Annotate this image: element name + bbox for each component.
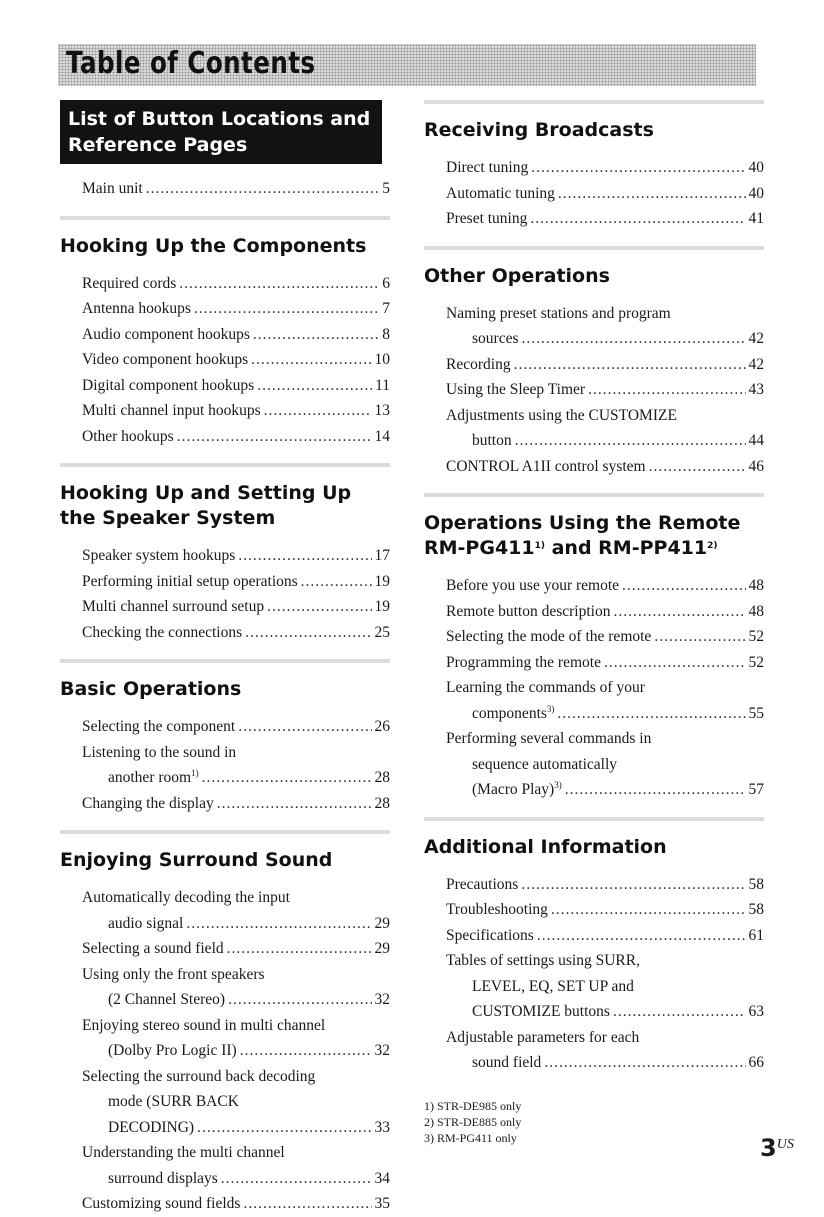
footnote-marker: 3) [554,780,562,790]
entry-page: 42 [748,355,764,373]
entry-text: Learning the commands of your [446,679,645,696]
entry-page: 52 [748,653,764,671]
entry-text: components [472,704,547,722]
entry-text: Multi channel surround setup [82,598,265,615]
entry-page: 66 [748,1054,764,1071]
entry-page: 17 [374,547,390,564]
entry-text: Performing initial setup operations [82,572,298,590]
toc-entry[interactable] [446,599,764,625]
entry-text: Specifications [446,926,534,944]
entry-text: Remote button description [446,602,611,620]
entry-page: 42 [748,330,764,347]
toc-entry[interactable] [82,962,390,1013]
entry-text: another room [108,769,192,786]
toc-entry[interactable] [446,675,764,726]
entry-page: 41 [748,210,764,227]
model-name: and RM-PP411 [545,537,708,559]
section-title [424,511,764,561]
entry-text: Automatically decoding the input [82,889,290,906]
entry-text: Adjustments using the CUSTOMIZE [446,406,677,424]
toc-entry[interactable] [82,373,390,399]
toc-entry[interactable] [82,1191,390,1217]
entry-text: CONTROL A1II control system [446,457,646,475]
entry-page: 19 [374,572,390,590]
toc-entries [60,714,390,816]
entry-text: Selecting the mode of the remote [446,628,652,645]
entry-text: Main unit [82,180,143,197]
footnotes [424,1098,764,1146]
entry-text: Speaker system hookups [82,547,236,564]
entry-text: Selecting a sound field [82,940,224,957]
section-hooking-up-components [60,234,390,450]
entry-page: 40 [748,159,764,176]
page-number-value: 3 [760,1134,777,1162]
entry-text: Customizing sound fields [82,1195,241,1212]
section-title-line: Hooking Up and Setting Up [60,482,352,504]
entry-page: 29 [374,914,390,932]
footnote: 2) STR-DE885 only [424,1114,522,1129]
entry-text: (2 Channel Stereo) [108,991,226,1008]
entry-text: Programming the remote [446,653,601,671]
entry-text: Checking the connections [82,623,243,641]
page-number-suffix: US [776,1137,794,1152]
section-divider [424,100,764,104]
entry-page: 7 [382,300,390,317]
section-title-line: the Speaker System [60,507,276,529]
toc-entry[interactable] [446,573,764,599]
entry-page: 6 [382,274,390,292]
toc-entry[interactable] [446,454,764,480]
entry-text: Naming preset stations and program [446,304,671,322]
toc-entry[interactable] [82,620,390,646]
entry-page: 28 [374,769,390,786]
entry-page: 57 [748,781,764,798]
section-divider [424,817,764,821]
entry-text: Understanding the multi channel [82,1144,285,1161]
toc-entry[interactable] [82,885,390,936]
entry-page: 58 [748,875,764,893]
entry-text: Multi channel input hookups [82,402,261,419]
toc-entry[interactable] [446,897,764,923]
toc-entries [424,573,764,803]
toc-entries [60,176,390,202]
entry-text: Listening to the sound in [82,743,237,761]
footnote-marker: 1) [534,541,545,551]
entry-text: Automatic tuning [446,184,555,202]
toc-entry[interactable] [446,1025,764,1076]
entry-page: 35 [374,1195,390,1212]
title-banner [58,44,756,86]
toc-entry[interactable] [82,347,390,373]
entry-text: surround displays [108,1169,218,1187]
section-title: Other Operations [424,264,610,287]
toc-entry[interactable] [446,726,764,803]
section-surround-sound [60,848,390,1217]
page-number [760,1134,794,1162]
entry-text: Using only the front speakers [82,965,265,983]
entry-page: 29 [374,940,390,957]
page-title: Table of Contents [66,46,316,81]
toc-entries [60,543,390,645]
entry-page: 11 [375,376,390,394]
toc-entry[interactable] [82,740,390,791]
entry-page: 44 [748,432,764,449]
toc-entry[interactable] [446,624,764,650]
entry-page: 58 [748,901,764,918]
entry-page: 28 [374,794,390,812]
section-title-line [424,536,764,561]
entry-text: CUSTOMIZE buttons [472,1003,610,1020]
entry-page: 43 [748,381,764,398]
toc-entry[interactable] [82,569,390,595]
entry-page: 14 [374,427,390,445]
entry-text: Preset tuning [446,210,528,227]
entry-text: sequence automatically [472,755,618,773]
toc-entries [424,872,764,1076]
toc-entry[interactable] [446,948,764,1025]
entry-text: Tables of settings using SURR, [446,952,640,969]
entry-page: 46 [748,457,764,475]
toc-entries [424,301,764,480]
toc-entry[interactable] [82,271,390,297]
entry-text: audio signal [108,914,184,932]
toc-entry[interactable] [446,155,764,181]
toc-entries [60,271,390,450]
section-title [60,481,390,531]
entry-text: Before you use your remote [446,577,620,594]
section-title: List of Button Locations and [68,108,371,130]
footnote-marker: 1) [191,768,199,778]
entry-text: Selecting the component [82,718,236,735]
toc-entry[interactable] [446,206,764,232]
toc-entry[interactable] [82,322,390,348]
toc-entry[interactable] [82,1140,390,1191]
toc-entry[interactable] [446,377,764,403]
entry-page: 33 [374,1118,390,1136]
footnote: 1) STR-DE985 only [424,1098,522,1113]
entry-text: Adjustable parameters for each [446,1028,640,1046]
section-title: Hooking Up the Components [60,234,367,257]
section-divider [60,216,390,220]
entry-page: 52 [748,628,764,645]
section-divider [60,463,390,467]
entry-text: Audio component hookups [82,325,250,343]
entry-text: Required cords [82,274,177,292]
toc-entry[interactable] [82,936,390,962]
entry-page: 10 [374,351,390,368]
toc-left-column [60,100,390,1217]
toc-entry[interactable] [82,1064,390,1141]
section-divider [424,246,764,250]
entry-page: 55 [748,704,764,722]
entry-text: Changing the display [82,794,214,812]
entry-text: LEVEL, EQ, SET UP and [472,977,634,995]
toc-entry[interactable] [82,176,390,202]
section-title: Receiving Broadcasts [424,119,654,141]
entry-text: Performing several commands in [446,730,652,747]
entry-text: Selecting the surround back decoding [82,1067,316,1085]
toc-entries [424,155,764,232]
entry-text: Video component hookups [82,351,249,368]
section-remote-operations [424,511,764,803]
toc-entry[interactable] [446,352,764,378]
section-divider [60,659,390,663]
entry-page: 13 [374,402,390,419]
button-locations-heading-box [60,100,382,164]
section-divider [424,493,764,497]
entry-page: 34 [374,1169,390,1187]
entry-page: 32 [374,1042,390,1059]
toc-entry[interactable] [82,1013,390,1064]
footnote-marker: 3) [546,703,555,714]
section-other-operations [424,264,764,480]
toc-entry[interactable] [82,791,390,817]
entry-text: sources [472,330,519,347]
entry-text: Using the Sleep Timer [446,381,586,398]
entry-text: (Macro Play) [472,781,555,798]
entry-text: DECODING) [108,1118,195,1136]
toc-entry[interactable] [446,872,764,898]
entry-text: Antenna hookups [82,300,191,317]
entry-page: 32 [374,991,390,1008]
entry-page: 40 [748,184,764,202]
entry-text: (Dolby Pro Logic II) [108,1042,237,1059]
toc-entry[interactable] [82,714,390,740]
section-basic-operations [60,677,390,816]
toc-entry[interactable] [446,650,764,676]
entry-text: Direct tuning [446,159,529,176]
section-title: Basic Operations [60,678,242,700]
entry-text: button [472,432,512,449]
section-title: Reference Pages [68,134,248,156]
entry-text: Digital component hookups [82,376,255,394]
section-receiving-broadcasts [424,118,764,232]
footnote-marker: 2) [707,541,718,551]
model-name: RM-PG411 [424,537,535,559]
toc-entry[interactable] [446,181,764,207]
entry-page: 48 [748,577,764,594]
toc-entry[interactable] [82,296,390,322]
section-additional-information [424,835,764,1076]
entry-page: 5 [382,180,390,197]
entry-page: 19 [374,598,390,615]
toc-entry[interactable] [82,398,390,424]
entry-page: 61 [748,926,764,944]
section-speaker-system [60,481,390,645]
entry-text: Troubleshooting [446,901,548,918]
entry-page: 25 [374,623,390,641]
section-title: Enjoying Surround Sound [60,849,333,871]
section-title: Additional Information [424,835,667,858]
entry-text: mode (SURR BACK [108,1093,239,1110]
toc-entry[interactable] [446,403,764,454]
entry-page: 8 [382,325,390,343]
toc-entry[interactable] [446,301,764,352]
toc-entry[interactable] [446,923,764,949]
footnote: 3) RM-PG411 only [424,1130,517,1145]
toc-entry[interactable] [82,543,390,569]
section-divider [60,830,390,834]
toc-entry[interactable] [82,594,390,620]
entry-text: sound field [472,1054,542,1071]
entry-page: 26 [374,718,390,735]
entry-text: Other hookups [82,427,174,445]
entry-page: 48 [748,602,764,620]
toc-entries [60,885,390,1217]
entry-text: Enjoying stereo sound in multi channel [82,1016,326,1034]
entry-text: Recording [446,355,511,373]
toc-right-column [424,100,764,1146]
section-title-line: Operations Using the Remote [424,512,741,534]
entry-text: Precautions [446,875,519,893]
entry-page: 63 [748,1003,764,1020]
toc-entry[interactable] [82,424,390,450]
